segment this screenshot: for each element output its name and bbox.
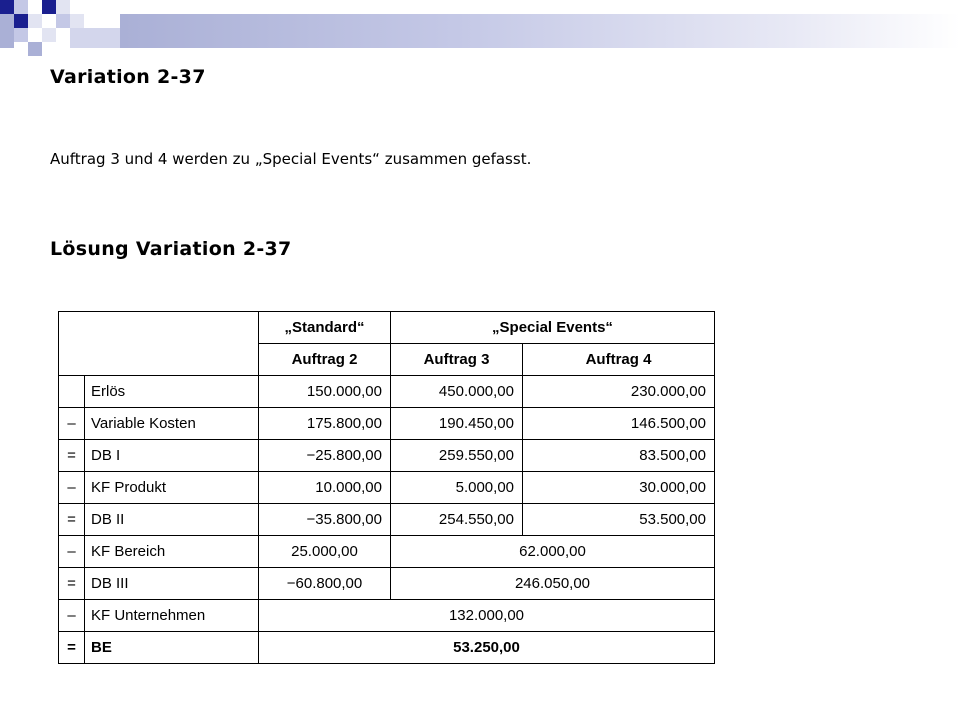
decor-square-light [14,28,28,42]
table-row [59,472,715,504]
contribution-margin-table [58,311,715,664]
col-header-auftrag-3: Auftrag 3 [391,344,523,376]
operator-cell [59,376,85,408]
row-label: KF Produkt [85,472,259,504]
table-row [59,504,715,536]
value-cell: −35.800,00 [259,504,391,536]
row-label: DB II [85,504,259,536]
operator-cell: – [59,472,85,504]
table-row [59,632,715,664]
value-cell-special-events: 246.050,00 [391,568,715,600]
table-row [59,376,715,408]
value-cell: 83.500,00 [523,440,715,472]
row-label: Erlös [85,376,259,408]
table-row [59,408,715,440]
intro-text: Auftrag 3 und 4 werden zu „Special Events“ zusammen gefasst. [50,150,532,168]
row-label: KF Bereich [85,536,259,568]
value-cell: 254.550,00 [391,504,523,536]
value-cell: 259.550,00 [391,440,523,472]
operator-cell: = [59,504,85,536]
value-cell: −25.800,00 [259,440,391,472]
row-label: DB III [85,568,259,600]
operator-cell: = [59,632,85,664]
operator-cell: – [59,536,85,568]
row-label: KF Unternehmen [85,600,259,632]
decor-square-light [70,14,84,28]
decor-square-light [42,28,56,42]
decor-square-light [56,0,70,14]
solution-title: Lösung Variation 2-37 [50,238,292,260]
value-cell: 190.450,00 [391,408,523,440]
value-cell-total: 53.250,00 [259,632,715,664]
group-header-special-events: „Special Events“ [391,312,715,344]
table-row [59,440,715,472]
decor-square-dark [42,0,56,14]
table-row [59,536,715,568]
decor-square-light [28,14,42,28]
decor-square-dark [14,14,28,28]
slide-title: Variation 2-37 [50,66,206,88]
decor-square-light [28,42,42,56]
header-gradient-bar [120,14,960,48]
value-cell: 450.000,00 [391,376,523,408]
decor-square-light [14,0,28,14]
empty-header-cell [59,312,259,376]
decor-square-dark [0,0,14,14]
value-cell: 25.000,00 [259,536,391,568]
value-cell: 230.000,00 [523,376,715,408]
row-label: Variable Kosten [85,408,259,440]
operator-cell: – [59,408,85,440]
operator-cell: – [59,600,85,632]
value-cell-total: 132.000,00 [259,600,715,632]
value-cell: 30.000,00 [523,472,715,504]
header-decoration [0,0,960,56]
value-cell-special-events: 62.000,00 [391,536,715,568]
table-row [59,568,715,600]
value-cell: 53.500,00 [523,504,715,536]
col-header-auftrag-2: Auftrag 2 [259,344,391,376]
value-cell: 5.000,00 [391,472,523,504]
table-row [59,312,715,344]
value-cell: 146.500,00 [523,408,715,440]
group-header-standard: „Standard“ [259,312,391,344]
table-row [59,600,715,632]
row-label: BE [85,632,259,664]
value-cell: 150.000,00 [259,376,391,408]
decor-square-light [70,28,120,48]
decor-square-light [56,14,70,28]
value-cell: −60.800,00 [259,568,391,600]
row-label: DB I [85,440,259,472]
operator-cell: = [59,440,85,472]
value-cell: 175.800,00 [259,408,391,440]
decor-square-light [0,14,14,48]
operator-cell: = [59,568,85,600]
col-header-auftrag-4: Auftrag 4 [523,344,715,376]
value-cell: 10.000,00 [259,472,391,504]
